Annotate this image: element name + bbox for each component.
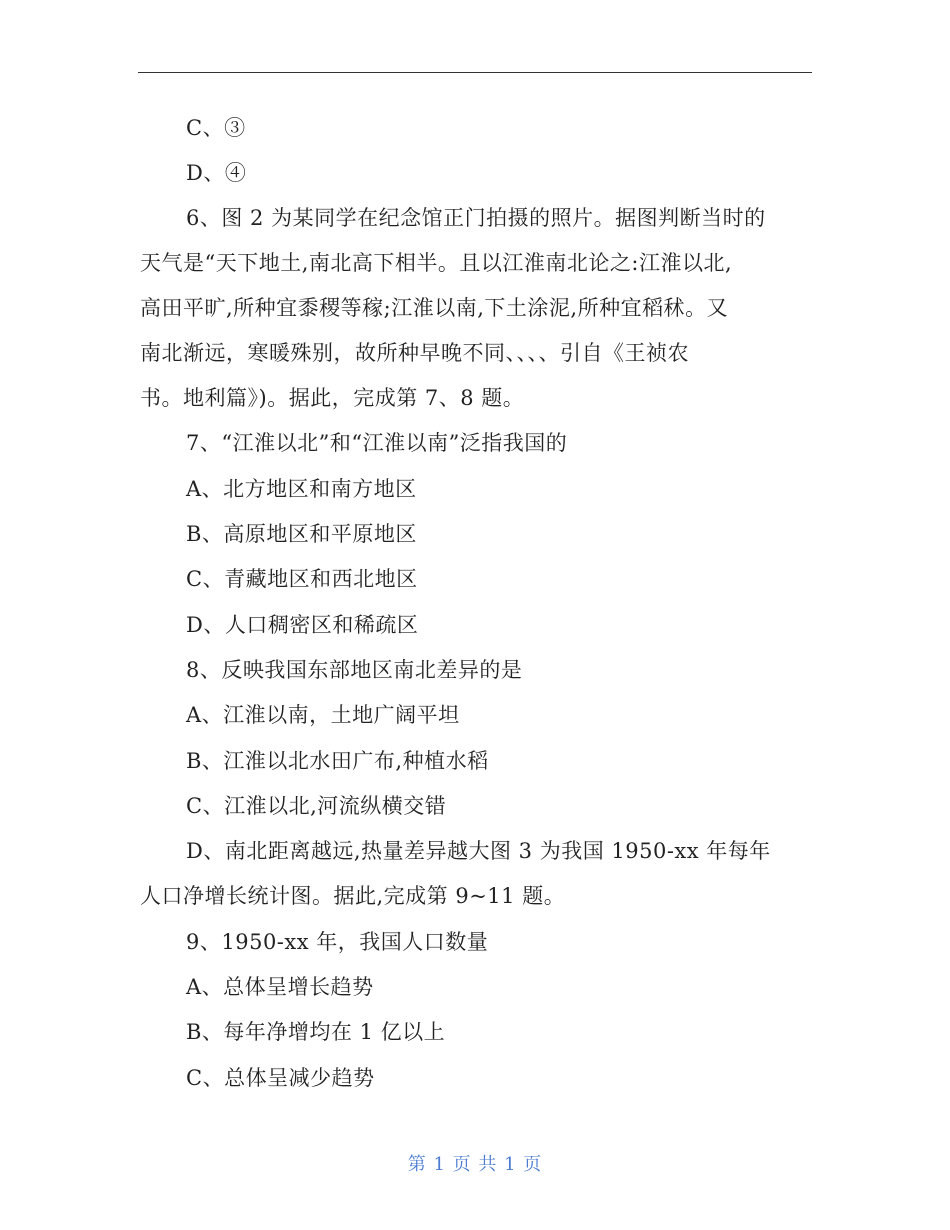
option-line: C、总体呈减少趋势 bbox=[186, 1066, 375, 1090]
question-line: 6、图 2 为某同学在纪念馆正门拍摄的照片。据图判断当时的 bbox=[186, 206, 766, 230]
option-line: D、④ bbox=[186, 161, 247, 185]
option-line: C、青藏地区和西北地区 bbox=[186, 567, 418, 591]
option-line: C、③ bbox=[186, 116, 246, 140]
paragraph-line: 天气是“天下地土,南北高下相半。且以江淮南北论之:江淮以北, bbox=[140, 251, 733, 275]
option-line: B、高原地区和平原地区 bbox=[186, 522, 417, 546]
question-line: 8、反映我国东部地区南北差异的是 bbox=[186, 658, 523, 682]
option-line: A、总体呈增长趋势 bbox=[186, 975, 374, 999]
option-line: B、每年净增均在 1 亿以上 bbox=[186, 1020, 446, 1044]
option-line: D、人口稠密区和稀疏区 bbox=[186, 613, 419, 637]
question-line: 7、“江淮以北”和“江淮以南”泛指我国的 bbox=[186, 431, 568, 455]
option-line: B、江淮以北水田广布,种植水稻 bbox=[186, 749, 489, 773]
page-number-footer: 第 1 页 共 1 页 bbox=[407, 1154, 543, 1175]
option-line: A、北方地区和南方地区 bbox=[186, 477, 417, 501]
option-line: A、江淮以南，土地广阔平坦 bbox=[186, 703, 460, 727]
header-rule bbox=[138, 72, 812, 73]
paragraph-line: 南北渐远，寒暖殊别，故所种早晚不同、、、、引自《王祯农 bbox=[140, 341, 689, 365]
question-line: 9、1950-xx 年，我国人口数量 bbox=[186, 930, 489, 954]
option-line: D、南北距离越远,热量差异越大图 3 为我国 1950-xx 年每年 bbox=[186, 839, 771, 863]
option-line: C、江淮以北,河流纵横交错 bbox=[186, 794, 447, 818]
paragraph-line: 高田平旷,所种宜黍稷等稼;江淮以南,下土涂泥,所种宜稻秫。又 bbox=[140, 296, 729, 320]
paragraph-line: 书。地利篇》)。据此，完成第 7、8 题。 bbox=[140, 386, 525, 410]
paragraph-line: 人口净增长统计图。据此,完成第 9~11 题。 bbox=[140, 884, 566, 908]
